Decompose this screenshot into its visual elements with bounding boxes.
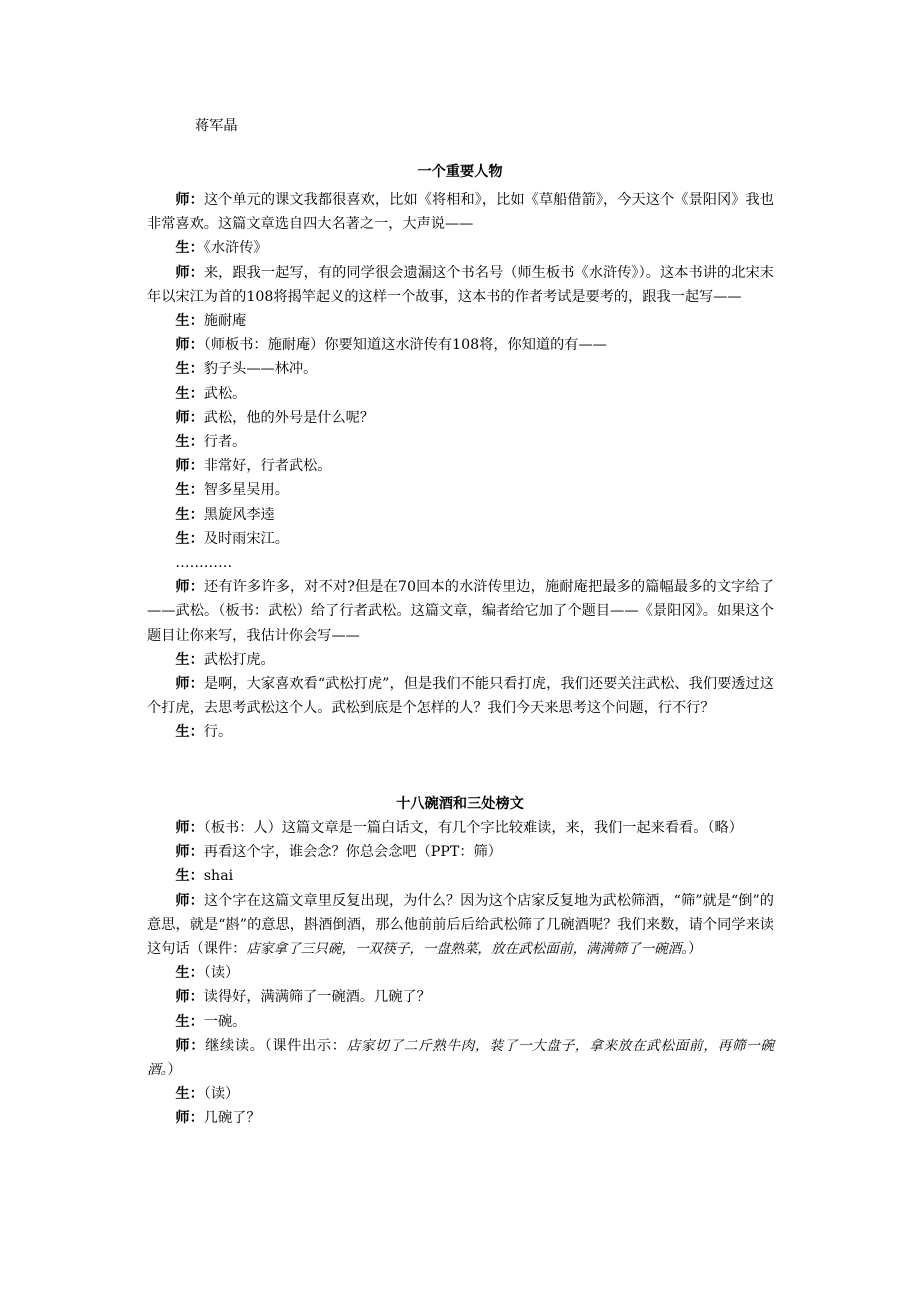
speaker-label: 生： <box>175 434 204 451</box>
line-text: ………… <box>175 555 233 572</box>
dialogue-line <box>147 1034 774 1082</box>
dialogue-line <box>147 1010 774 1034</box>
line-text: 还有许多许多，对不对?但是在70回本的水浒传里边，施耐庵把最多的篇幅最多的文字给了——武松。（板书：武松）给了行者武松。这篇文章，编者给它加了个题目——《景阳冈》。如果这个题目让你来写，我估计你会写—— <box>147 579 774 644</box>
line-text: 智多星吴用。 <box>203 482 289 499</box>
line-text: （板书：人）这篇文章是一篇白话文，有几个字比较难读，来，我们一起来看看。（略） <box>203 820 743 836</box>
dialogue-line <box>147 1106 774 1130</box>
line-tail: ） <box>688 941 703 958</box>
dialogue-line <box>147 816 774 840</box>
speaker-label: 师： <box>175 676 204 693</box>
line-text: 这个字在这篇文章里反复出现，为什么？因为这个店家反复地为武松筛酒，“筛”就是“倒”的意思，就是“斟”的意思，斟酒倒酒，那么他前前后后给武松筛了几碗酒呢？我们来数，请个同学来读这句话（课件： <box>147 892 774 958</box>
dialogue-line <box>147 406 774 430</box>
speaker-label: 生： <box>175 868 204 885</box>
line-text: （读） <box>203 965 240 982</box>
line-text: 黑旋风李逵 <box>203 506 275 523</box>
dialogue-line <box>147 551 774 575</box>
dialogue-line <box>147 333 774 357</box>
speaker-label: 师： <box>175 458 204 475</box>
dialogue-line <box>147 648 774 672</box>
speaker-label: 生： <box>175 313 204 330</box>
speaker-label: 生： <box>175 965 204 982</box>
speaker-label: 师： <box>175 337 204 354</box>
dialogue-line <box>147 503 774 527</box>
line-text: 几碗了？ <box>203 1110 261 1127</box>
dialogue-line <box>147 527 774 551</box>
dialogue-line <box>147 454 774 478</box>
speaker-label: 师： <box>175 264 204 281</box>
document-body <box>147 188 774 745</box>
section-heading-2: 十八碗酒和三处榜文 <box>396 796 524 812</box>
speaker-label: 生： <box>175 240 204 257</box>
line-text: 及时雨宋江。 <box>203 530 289 547</box>
speaker-label: 师： <box>175 579 205 596</box>
dialogue-line <box>147 961 774 985</box>
line-text: 这个单元的课文我都很喜欢，比如《将相和》，比如《草船借箭》，今天这个《景阳冈》我也非常喜欢。这篇文章选自四大名著之一，大声说—— <box>147 192 774 233</box>
dialogue-line <box>147 864 774 888</box>
speaker-label: 生： <box>175 482 204 499</box>
line-text: 再看这个字，谁会念？你总会念吧（PPT：筛） <box>203 844 502 861</box>
line-text: 武松打虎。 <box>203 651 275 668</box>
speaker-label: 生： <box>175 724 204 741</box>
courseware-quote: 店家拿了三只碗，一双筷子，一盘熟菜，放在武松面前，满满筛了一碗酒。 <box>246 941 689 958</box>
section-heading-1: 一个重要人物 <box>417 164 503 180</box>
speaker-label: 师： <box>175 989 204 1006</box>
line-text: 非常好，行者武松。 <box>203 458 332 475</box>
line-text: 《水浒传》 <box>203 240 268 257</box>
dialogue-line <box>147 236 774 260</box>
line-text: shai <box>203 868 234 885</box>
speaker-label: 生： <box>175 385 204 402</box>
dialogue-line <box>147 672 774 720</box>
speaker-label: 师： <box>175 820 204 836</box>
speaker-label: 生： <box>175 1086 204 1103</box>
line-text: 是啊，大家喜欢看“武松打虎”，但是我们不能只看打虎，我们还要关注武松、我们要透过这个打虎，去思考武松这个人。武松到底是个怎样的人？我们今天来思考这个问题，行不行？ <box>147 676 774 717</box>
speaker-label: 师： <box>175 409 204 426</box>
line-text: （师板书：施耐庵）你要知道这水浒传有108将，你知道的有—— <box>203 337 607 354</box>
line-text: 来，跟我一起写，有的同学很会遗漏这个书名号（师生板书《水浒传》）。这本书讲的北宋末年以宋江为首的108将揭竿起义的这样一个故事，这本书的作者考试是要考的，跟我一起写—— <box>147 264 774 305</box>
line-text: 豹子头——林冲。 <box>203 361 318 378</box>
speaker-label: 师： <box>175 192 204 208</box>
speaker-label: 生： <box>175 506 204 523</box>
speaker-label: 生： <box>175 530 204 547</box>
dialogue-line <box>147 188 774 236</box>
line-text: 武松，他的外号是什么呢？ <box>203 409 375 426</box>
line-text: 一碗。 <box>203 1013 247 1030</box>
speaker-label: 师： <box>175 1037 206 1054</box>
speaker-label: 生： <box>175 651 204 668</box>
speaker-label: 生： <box>175 361 204 378</box>
line-text: 武松。 <box>203 385 247 402</box>
dialogue-line <box>147 430 774 454</box>
author-name: 蒋军晶 <box>195 118 238 134</box>
dialogue-line <box>147 840 774 864</box>
speaker-label: 师： <box>175 844 204 861</box>
line-text: （读） <box>203 1086 240 1103</box>
dialogue-line <box>147 575 774 648</box>
line-text: 施耐庵 <box>203 313 247 330</box>
dialogue-line <box>147 985 774 1009</box>
line-text: 行者。 <box>203 434 247 451</box>
document-body-2 <box>147 816 774 1131</box>
line-text: 读得好，满满筛了一碗酒。几碗了？ <box>203 989 431 1006</box>
dialogue-line <box>147 720 774 744</box>
dialogue-line <box>147 357 774 381</box>
dialogue-line <box>147 889 774 962</box>
dialogue-line <box>147 382 774 406</box>
courseware-quote: 店家切了二斤熟牛肉，装了一大盘子，拿来放在武松面前，再筛一碗酒。 <box>147 1037 774 1079</box>
line-tail: ） <box>167 1062 182 1079</box>
dialogue-line <box>147 261 774 309</box>
dialogue-line <box>147 309 774 333</box>
dialogue-line <box>147 478 774 502</box>
speaker-label: 师： <box>175 1110 204 1127</box>
speaker-label: 师： <box>175 892 204 909</box>
dialogue-line <box>147 1082 774 1106</box>
speaker-label: 生： <box>175 1013 204 1030</box>
line-text: 继续读。（课件出示： <box>205 1037 347 1054</box>
line-text: 行。 <box>203 724 233 741</box>
